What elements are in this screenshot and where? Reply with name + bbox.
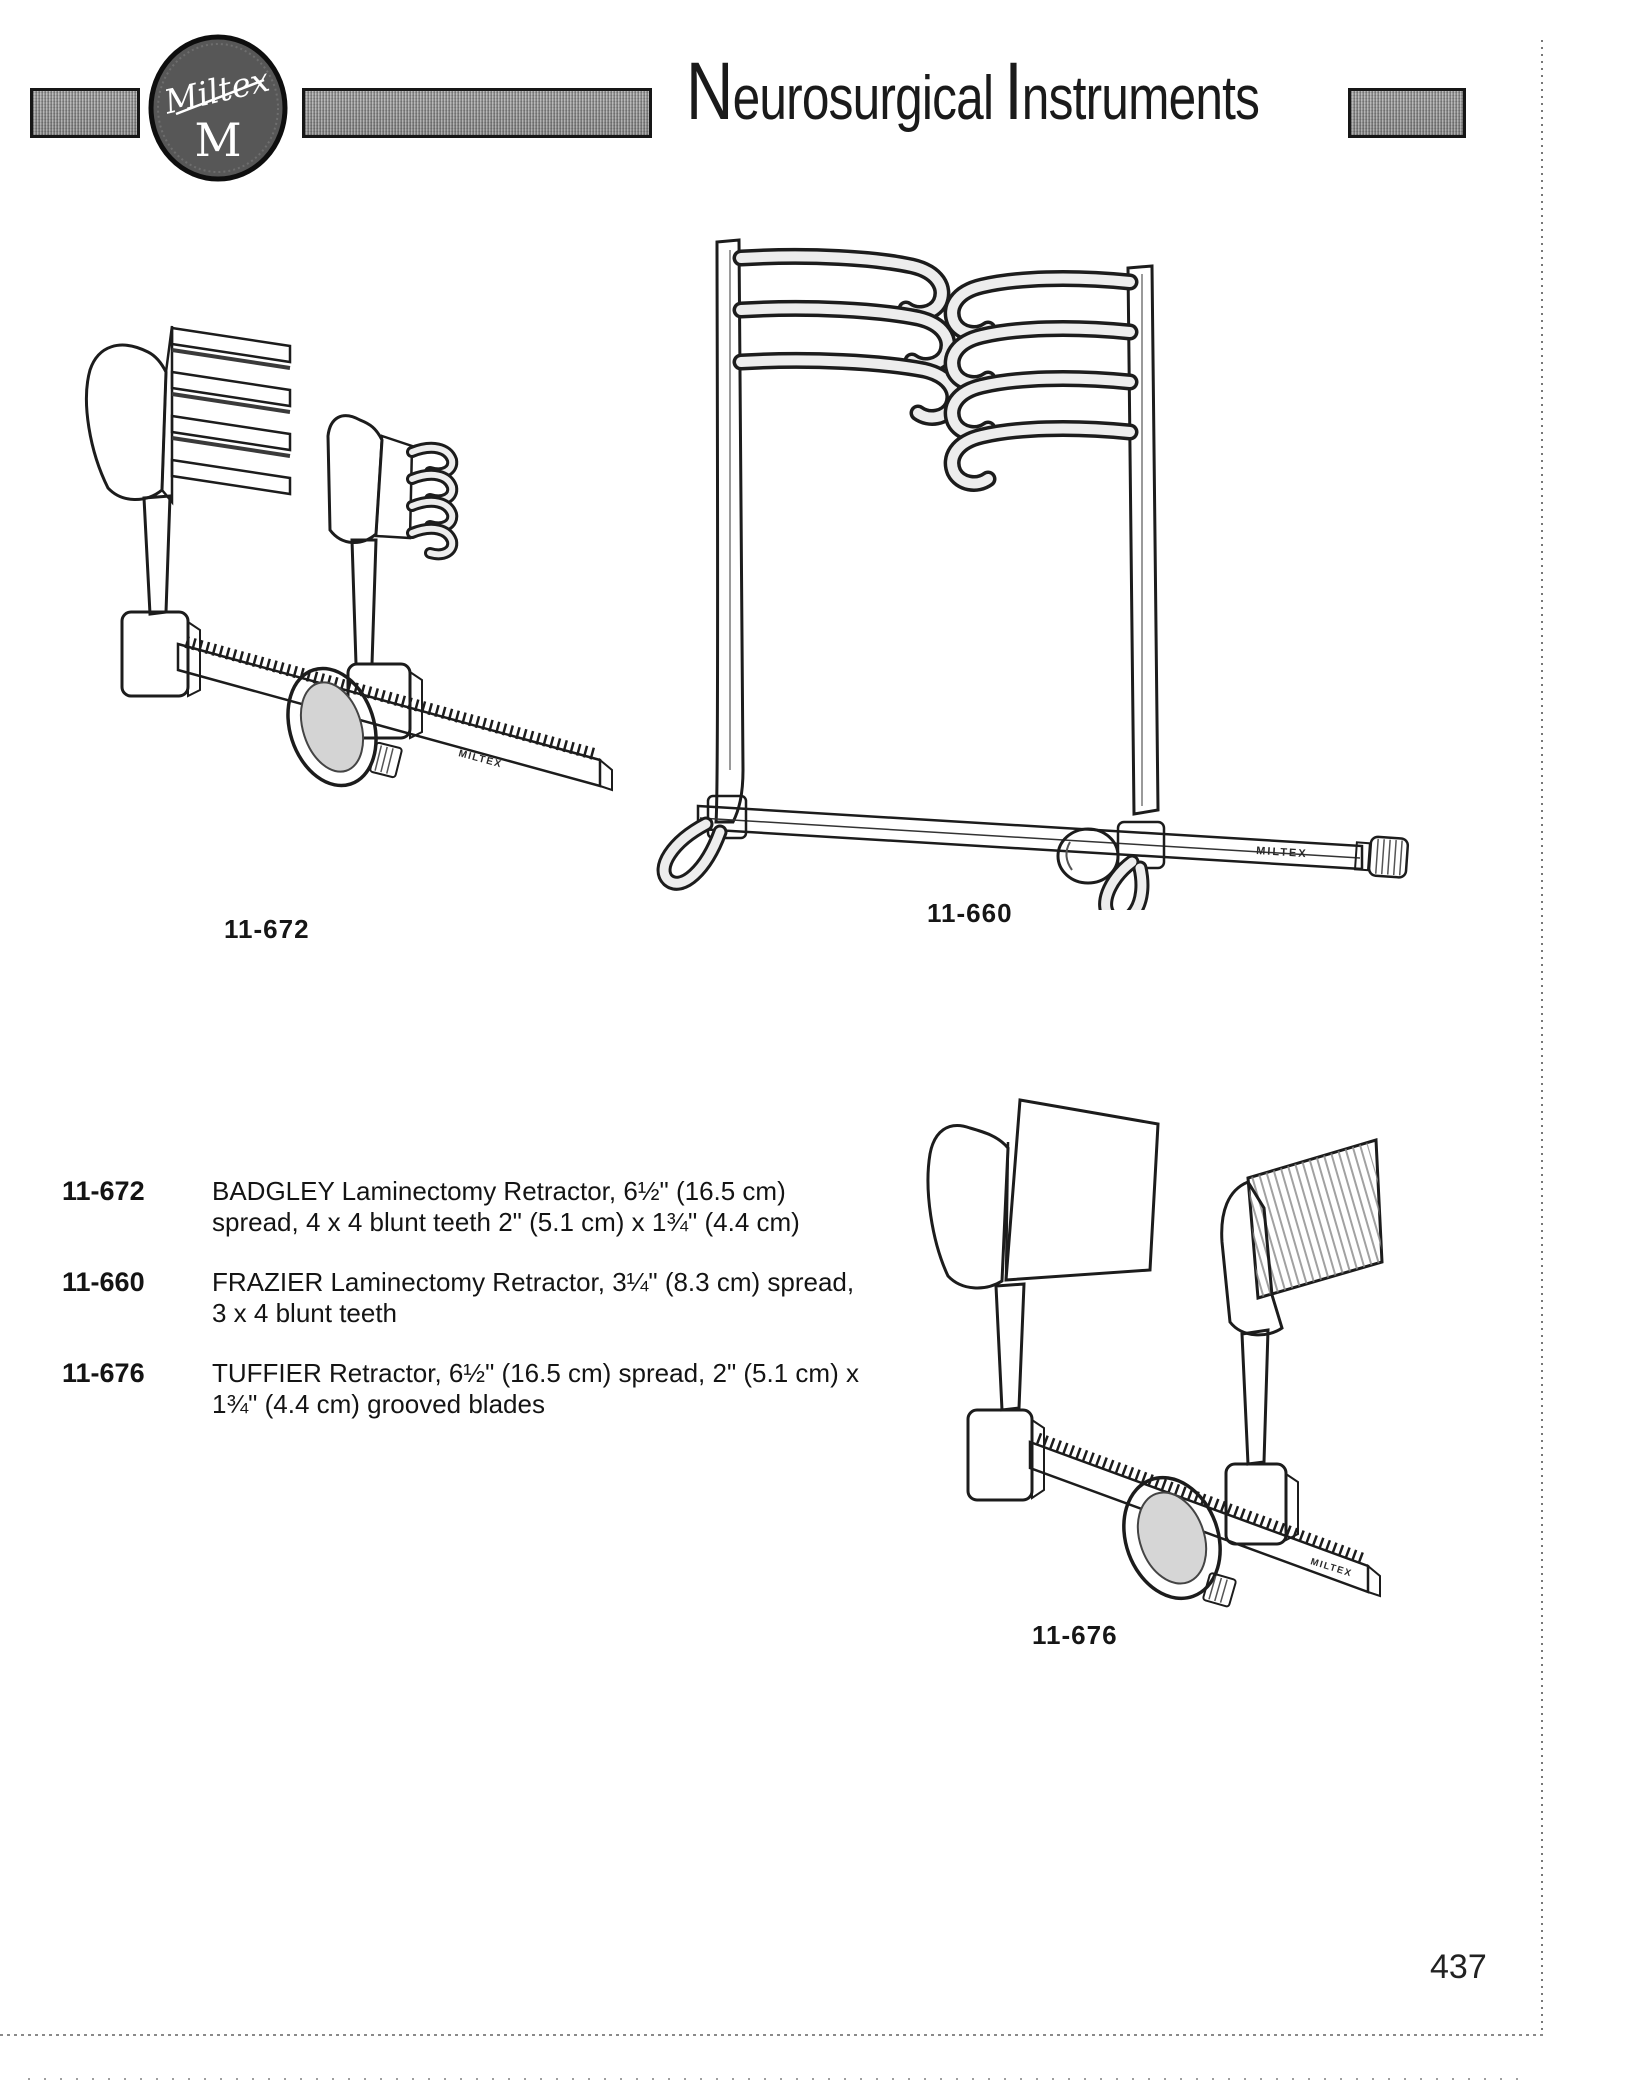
catalog-number: 11-672 — [62, 1176, 145, 1206]
title-initial-1: N — [686, 46, 733, 137]
tuffier-left-blade-wing — [928, 1126, 1008, 1288]
badgley-left-shaft — [144, 496, 170, 614]
title-word-1: eurosurgical — [732, 64, 994, 133]
badgley-bar-brand-mark: MILTEX — [457, 748, 504, 771]
page-edge-dotted-vertical — [1541, 40, 1543, 2036]
frazier-crossbar — [698, 806, 1362, 869]
tuffier-right-blade-grooved — [1248, 1140, 1382, 1298]
figure-caption-11-660: 11-660 — [927, 898, 1013, 928]
figure-tuffier-retractor — [820, 1090, 1420, 1660]
page-title — [686, 46, 1259, 154]
badgley-thumbwheel — [274, 657, 391, 797]
tuffier-bar-brand-mark: MILTEX — [1309, 1556, 1354, 1580]
product-description: BADGLEY Laminectomy Retractor, 6½" (16.5 cm) spread, 4 x 4 blunt teeth 2" (5.1 cm) x 1¾" (4.4 cm) — [212, 1176, 800, 1237]
page-edge-dotted-horizontal-2 — [28, 2078, 1532, 2080]
badgley-left-blade — [86, 345, 166, 499]
catalog-number: 11-676 — [62, 1358, 145, 1388]
listing-row — [62, 1176, 882, 1238]
badgley-right-teeth — [412, 448, 452, 554]
badgley-right-blade — [328, 416, 382, 543]
tuffier-left-foot — [968, 1410, 1032, 1500]
miltex-logo — [146, 34, 290, 182]
header-rule-mid — [302, 88, 652, 138]
badgley-left-teeth — [172, 328, 290, 494]
logo-letter: M — [194, 113, 242, 167]
frazier-bar-brand-mark: MILTEX — [1255, 845, 1308, 861]
header-rule-right — [1348, 88, 1466, 138]
figure-frazier-retractor — [620, 210, 1430, 910]
catalog-number: 11-660 — [62, 1267, 145, 1297]
figure-caption-11-672: 11-672 — [224, 914, 310, 944]
page-edge-dotted-horizontal — [0, 2034, 1543, 2036]
listing-row — [62, 1358, 882, 1420]
product-listing — [62, 1176, 882, 1420]
frazier-right-prongs — [952, 279, 1130, 484]
tuffier-left-blade-panel — [1006, 1100, 1158, 1280]
tuffier-knurl-collar — [1203, 1573, 1237, 1607]
title-word-2: nstruments — [1021, 64, 1260, 133]
page-number: 437 — [1430, 1948, 1487, 1986]
figure-badgley-retractor — [60, 240, 620, 920]
product-description: TUFFIER Retractor, 6½" (16.5 cm) spread, 2" (5.1 cm) x 1¾" (4.4 cm) grooved blades — [212, 1358, 859, 1419]
frazier-left-prongs — [741, 256, 954, 417]
product-description: FRAZIER Laminectomy Retractor, 3¼" (8.3 cm) spread, 3 x 4 blunt teeth — [212, 1267, 855, 1328]
tuffier-left-shaft — [996, 1284, 1024, 1410]
listing-row — [62, 1267, 882, 1329]
badgley-right-shaft — [352, 540, 376, 664]
figure-caption-11-676: 11-676 — [1032, 1620, 1118, 1650]
logo-script-text: Miltex — [160, 59, 273, 122]
header-rule-left — [30, 88, 140, 138]
title-initial-2: I — [1004, 46, 1022, 137]
tuffier-right-shaft — [1242, 1330, 1268, 1464]
